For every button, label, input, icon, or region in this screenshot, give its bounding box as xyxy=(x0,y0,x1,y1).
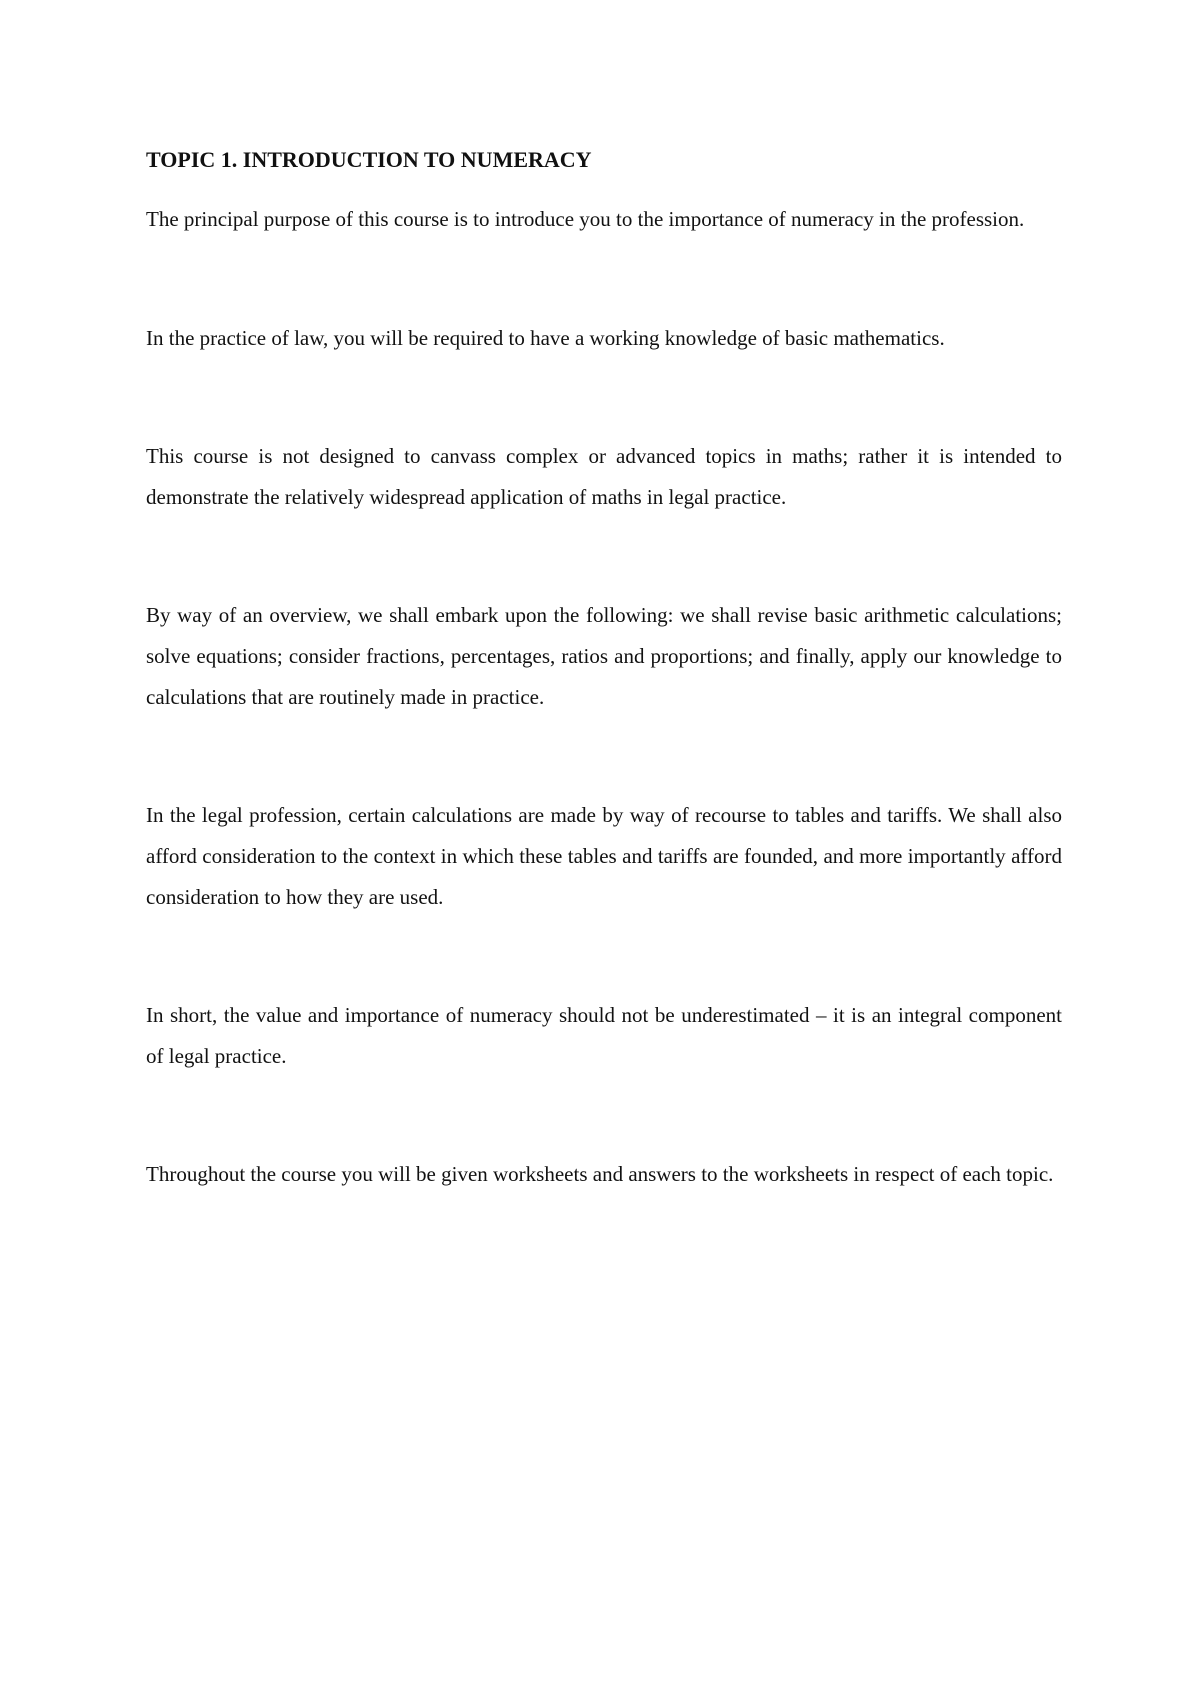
paragraph-worksheets: Throughout the course you will be given worksheets and answers to the worksheets in respect of each topic. xyxy=(146,1162,1054,1186)
paragraph-tables-and-tariffs: In the legal profession, certain calculations are made by way of recourse to tables and tariffs. We shall also afford consideration to the context in which these tables and tariffs are founded, and more importantly afford consideration to how they are used. xyxy=(146,803,1062,909)
page-title: TOPIC 1. INTRODUCTION TO NUMERACY xyxy=(146,147,592,172)
paragraph-importance: In short, the value and importance of numeracy should not be underestimated – it is an integral component of legal practice. xyxy=(146,1003,1062,1068)
paragraph-overview: By way of an overview, we shall embark upon the following: we shall revise basic arithmetic calculations; solve equations; consider fractions, percentages, ratios and proportions; and finally, apply our knowledge to calculations that are routinely made in practice. xyxy=(146,603,1062,709)
paragraph-course-scope: This course is not designed to canvass complex or advanced topics in maths; rather it is intended to demonstrate the relatively widespread application of maths in legal practice. xyxy=(146,444,1062,509)
paragraph-practice-of-law: In the practice of law, you will be required to have a working knowledge of basic mathematics. xyxy=(146,326,945,350)
document-body xyxy=(146,140,1062,1272)
paragraph-purpose: The principal purpose of this course is to introduce you to the importance of numeracy in the profession. xyxy=(146,207,1025,231)
